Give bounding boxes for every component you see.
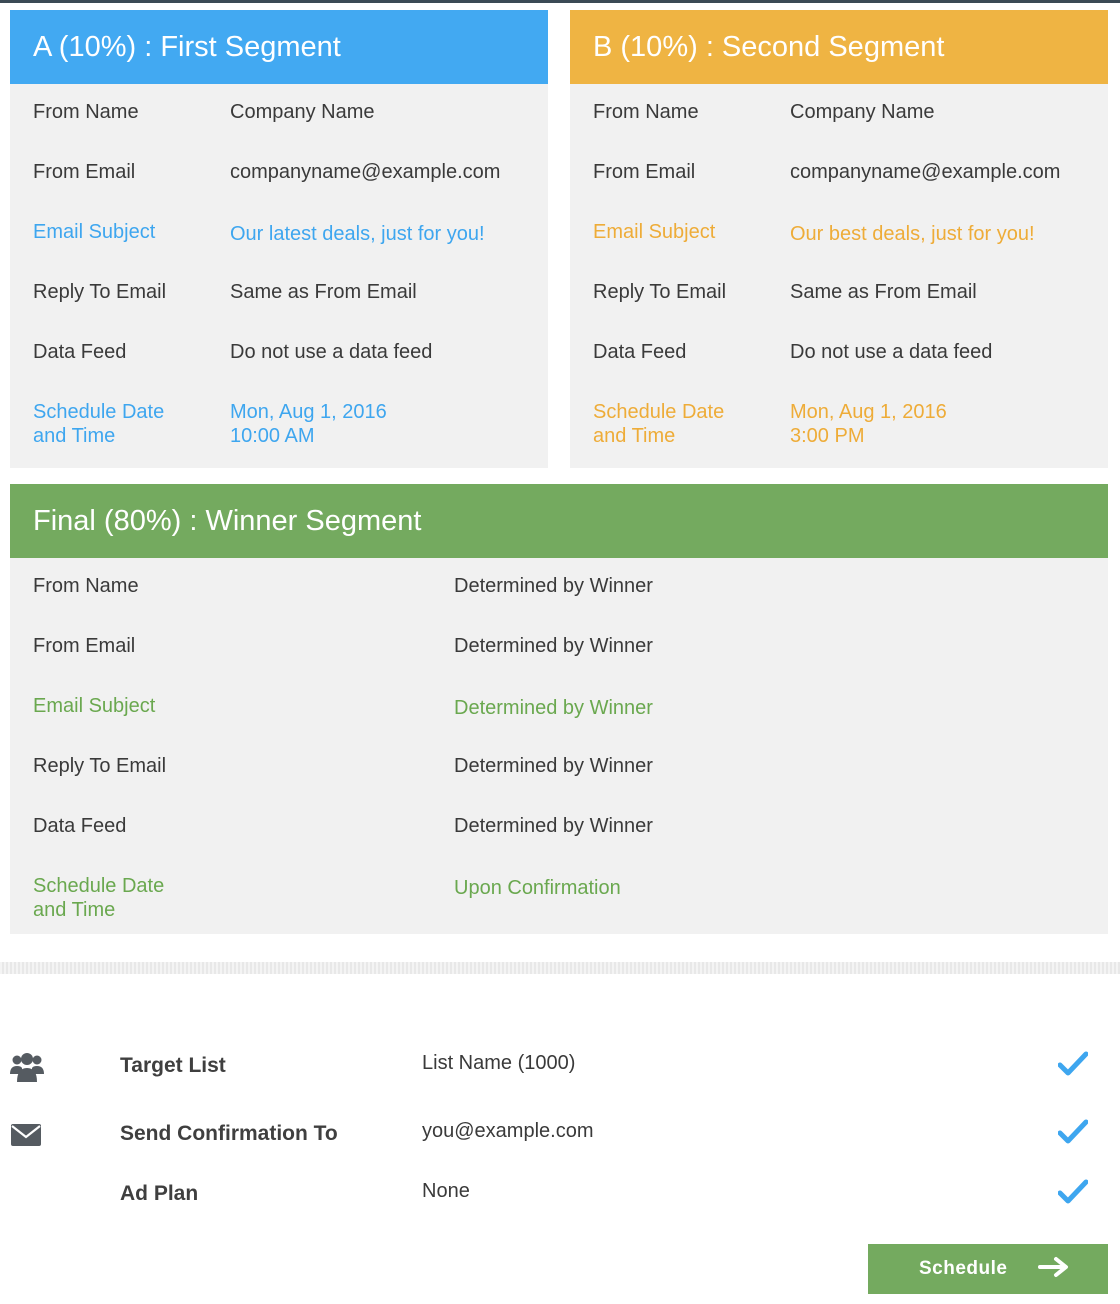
summary-value: List Name (1000): [422, 1052, 576, 1074]
check-icon: [1058, 1118, 1088, 1146]
segment-b-title: B (10%) : Second Segment: [570, 10, 1108, 84]
schedule-button-label: Schedule: [919, 1258, 1008, 1279]
row-label-line: Schedule Date: [33, 875, 165, 897]
schedule-date: Mon, Aug 1, 2016: [790, 401, 947, 423]
row-label: Reply To Email: [593, 281, 727, 303]
row-label: From Name: [33, 101, 139, 123]
summary-value: None: [422, 1180, 470, 1202]
row-value: Our best deals, just for you!: [790, 223, 1035, 245]
row-label-line: and Time: [33, 899, 116, 921]
row-value: Company Name: [230, 101, 375, 123]
check-icon: [1058, 1050, 1088, 1078]
row-label: From Email: [33, 635, 136, 657]
row-value: Determined by Winner: [454, 755, 653, 777]
row-label: Reply To Email: [33, 281, 167, 303]
segment-final-title: Final (80%) : Winner Segment: [10, 484, 1108, 558]
envelope-icon: [10, 1120, 44, 1152]
summary-label: Ad Plan: [120, 1182, 199, 1205]
schedule-time: 10:00 AM: [230, 425, 315, 447]
row-label: From Name: [33, 575, 139, 597]
users-icon: [10, 1050, 44, 1082]
row-label: Email Subject: [593, 221, 716, 243]
summary-row-target-list: [0, 1046, 1120, 1086]
row-value: [230, 400, 387, 448]
row-value: Upon Confirmation: [454, 877, 621, 899]
row-value: Determined by Winner: [454, 697, 653, 719]
row-label: Email Subject: [33, 221, 156, 243]
row-value: Determined by Winner: [454, 635, 653, 657]
row-label-line: and Time: [593, 425, 676, 447]
schedule-time: 3:00 PM: [790, 425, 865, 447]
row-label: From Name: [593, 101, 699, 123]
row-label: Data Feed: [33, 815, 127, 837]
row-label-line: Schedule Date: [33, 401, 165, 423]
summary-label: Send Confirmation To: [120, 1122, 338, 1145]
row-label: From Email: [593, 161, 696, 183]
segment-final-card: [10, 484, 1108, 934]
schedule-date: Mon, Aug 1, 2016: [230, 401, 387, 423]
row-label: [593, 400, 773, 448]
row-value: [790, 400, 947, 448]
row-label: [33, 874, 213, 922]
row-value: Do not use a data feed: [230, 341, 433, 363]
row-label: Reply To Email: [33, 755, 167, 777]
row-value: Our latest deals, just for you!: [230, 223, 485, 245]
schedule-button[interactable]: [868, 1244, 1108, 1294]
row-label: [33, 400, 213, 448]
row-label: From Email: [33, 161, 136, 183]
row-value: companyname@example.com: [230, 161, 501, 183]
row-label: Data Feed: [33, 341, 127, 363]
summary-value: you@example.com: [422, 1120, 594, 1142]
row-label-line: and Time: [33, 425, 116, 447]
row-label: Data Feed: [593, 341, 687, 363]
summary-label: Target List: [120, 1054, 226, 1077]
segment-a-card: [10, 10, 548, 468]
segment-b-card: [570, 10, 1108, 468]
row-label-line: Schedule Date: [593, 401, 725, 423]
check-icon: [1058, 1178, 1088, 1206]
row-value: Same as From Email: [230, 281, 417, 303]
row-value: Determined by Winner: [454, 815, 653, 837]
summary-row-ad-plan: [0, 1174, 1120, 1214]
row-value: Do not use a data feed: [790, 341, 993, 363]
summary-row-confirmation: [0, 1114, 1120, 1154]
arrow-right-icon: [1038, 1256, 1070, 1278]
row-value: Determined by Winner: [454, 575, 653, 597]
top-border: [0, 0, 1120, 3]
segment-a-title: A (10%) : First Segment: [10, 10, 548, 84]
row-value: Company Name: [790, 101, 935, 123]
row-value: Same as From Email: [790, 281, 977, 303]
section-divider: [0, 962, 1120, 974]
row-label: Email Subject: [33, 695, 156, 717]
row-value: companyname@example.com: [790, 161, 1061, 183]
